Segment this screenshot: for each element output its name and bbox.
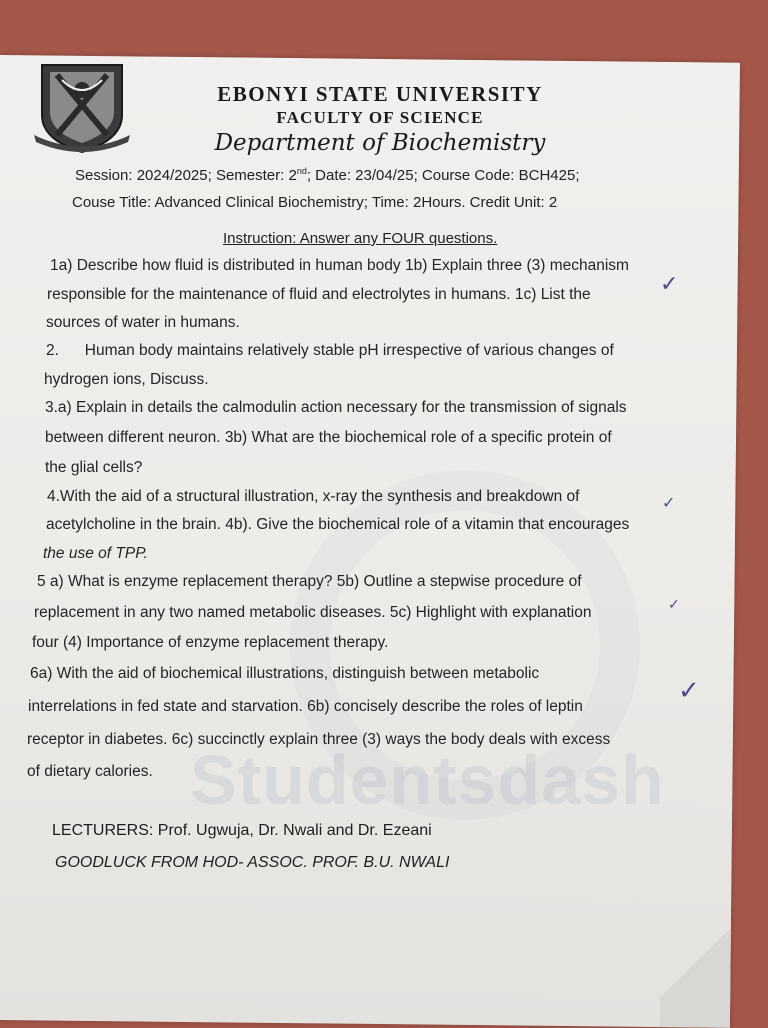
question-line: the glial cells? [45,459,143,476]
question-line: 4.With the aid of a structural illustration, x-ray the synthesis and breakdown of [47,488,580,505]
question-line: 2. Human body maintains relatively stable pH irrespective of various changes of [46,342,614,359]
check-mark-icon: ✓ [660,272,679,297]
instruction: Instruction: Answer any FOUR questions. [223,230,498,247]
question-line: 5 a) What is enzyme replacement therapy? 5b) Outline a stepwise procedure of [37,573,582,590]
question-line: of dietary calories. [27,763,153,780]
university-crest-icon [32,60,132,155]
question-line: interrelations in fed state and starvation. 6b) concisely describe the roles of leptin [28,698,583,715]
question-line: 1a) Describe how fluid is distributed in human body 1b) Explain three (3) mechanism [50,257,629,274]
check-mark-icon: ✓ [678,676,700,706]
question-line: responsible for the maintenance of fluid and electrolytes in humans. 1c) List the [47,286,591,303]
question-line: receptor in diabetes. 6c) succinctly explain three (3) ways the body deals with excess [27,731,611,748]
course-title-line: Couse Title: Advanced Clinical Biochemistry; Time: 2Hours. Credit Unit: 2 [72,194,558,211]
lecturers: LECTURERS: Prof. Ugwuja, Dr. Nwali and Dr. Ezeani [52,822,432,839]
session-line: Session: 2024/2025; Semester: 2nd; Date: 23/04/25; Course Code: BCH425; [75,166,580,184]
faculty-name: FACULTY OF SCIENCE [276,108,484,127]
university-name: EBONYI STATE UNIVERSITY [217,82,543,106]
question-line: acetylcholine in the brain. 4b). Give the biochemical role of a vitamin that encourages [46,516,630,533]
question-line: four (4) Importance of enzyme replacement therapy. [32,634,389,651]
watermark: Studentsdash [190,741,665,819]
department-name: Department of Biochemistry [214,130,546,156]
goodluck-note: GOODLUCK FROM HOD- ASSOC. PROF. B.U. NWALI [55,854,450,871]
question-line: 6a) With the aid of biochemical illustrations, distinguish between metabolic [30,665,540,682]
check-mark-icon: ✓ [668,597,680,613]
question-line: hydrogen ions, Discuss. [44,371,209,388]
question-line: 3.a) Explain in details the calmodulin action necessary for the transmission of signals [45,399,627,416]
question-line: replacement in any two named metabolic diseases. 5c) Highlight with explanation [34,604,592,621]
paper-curl [660,897,731,1028]
question-line: sources of water in humans. [46,314,240,331]
check-mark-icon: ✓ [662,493,676,512]
question-line: between different neuron. 3b) What are the biochemical role of a specific protein of [45,429,612,446]
question-line: the use of TPP. [43,545,148,562]
